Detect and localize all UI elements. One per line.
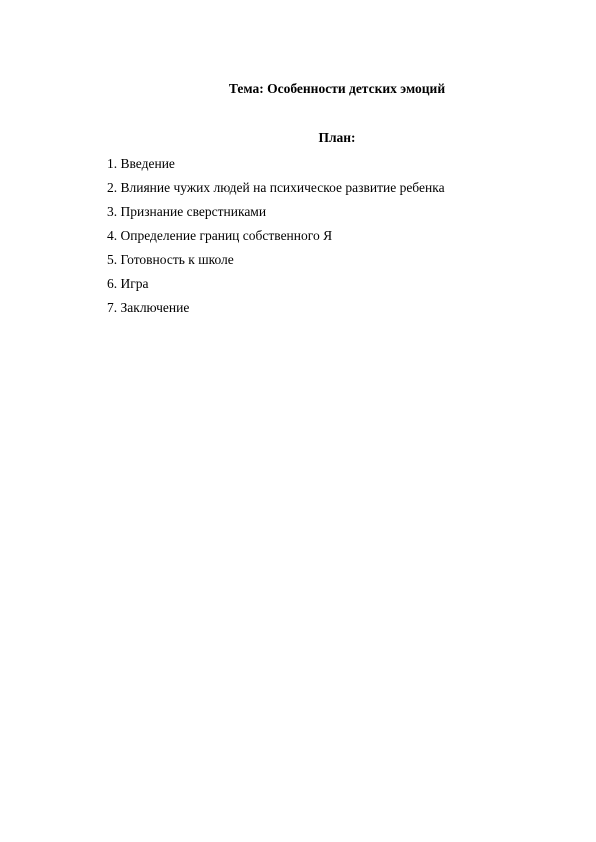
- plan-item-conclusion: 7. Заключение: [107, 300, 190, 315]
- plan-item-school-readiness: 5. Готовность к школе: [107, 252, 234, 267]
- plan-item-introduction: 1. Введение: [107, 156, 175, 171]
- plan-heading: План:: [318, 130, 356, 145]
- plan-item-peer-recognition: 3. Признание сверстниками: [107, 204, 267, 219]
- plan-item-self-boundaries: 4. Определение границ собственного Я: [107, 228, 333, 243]
- document-title: Тема: Особенности детских эмоций: [228, 81, 446, 96]
- plan-item-play: 6. Игра: [107, 276, 149, 291]
- plan-item-influence-of-strangers: 2. Влияние чужих людей на психическое развитие ребенка: [107, 180, 445, 195]
- plan-list: [107, 152, 445, 320]
